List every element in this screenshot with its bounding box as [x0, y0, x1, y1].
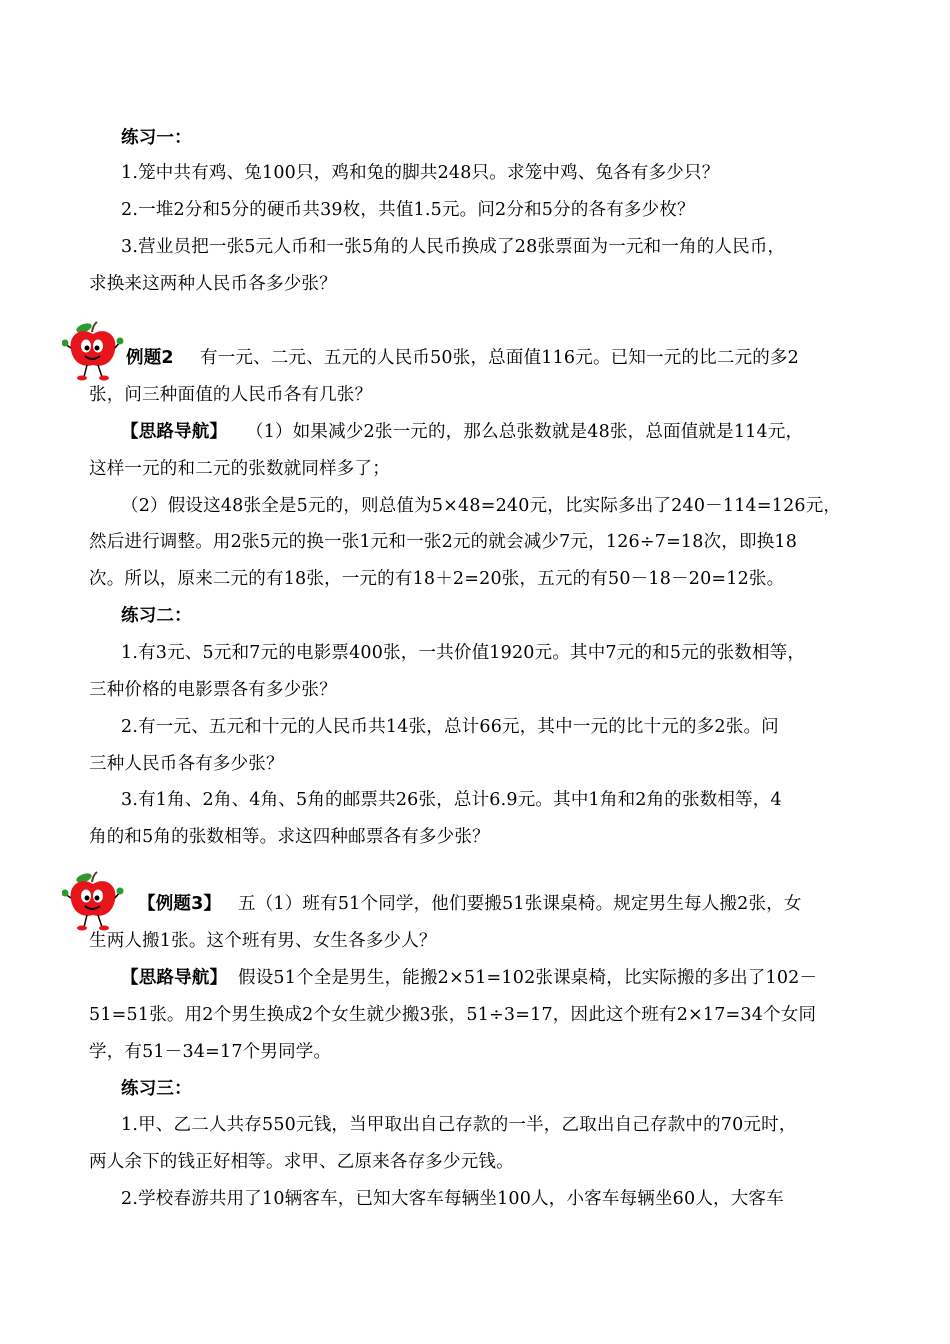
example-2-guide-line: （2）假设这48张全是5元的，则总值为5×48=240元，比实际多出了240－114=126元， — [121, 496, 842, 516]
example-3-guide-line: 假设51个全是男生，能搬2×51=102张课桌椅，比实际搬的多出了102－ — [238, 968, 818, 988]
exercise-3-heading: 练习三： — [121, 1079, 192, 1099]
example-2-text-cont: 张，问三种面值的人民币各有几张？ — [89, 385, 373, 405]
exercise-1-q3: 3.营业员把一张5元人币和一张5角的人民币换成了28张票面为一元和一角的人民币， — [121, 237, 786, 257]
apple-mascot-icon — [62, 320, 124, 382]
example-2-text: 有一元、二元、五元的人民币50张，总面值116元。已知一元的比二元的多2 — [200, 348, 800, 368]
apple-mascot-icon — [62, 870, 124, 932]
example-3-guide-label: 【思路导航】 — [121, 968, 228, 988]
exercise-3-q1-cont: 两人余下的钱正好相等。求甲、乙原来各存多少元钱。 — [89, 1152, 514, 1172]
example-3-text: 五（1）班有51个同学，他们要搬51张课桌椅。规定男生每人搬2张，女 — [238, 894, 802, 914]
example-2-guide-line: （1）如果减少2张一元的，那么总张数就是48张，总面值就是114元， — [246, 422, 804, 442]
example-2-label: 例题2 — [126, 348, 174, 368]
exercise-2-q1: 1.有3元、5元和7元的电影票400张，一共价值1920元。其中7元的和5元的张数相等， — [121, 643, 806, 663]
example-3-guide-line: 学，有51－34=17个男同学。 — [89, 1042, 332, 1062]
exercise-2-q2-cont: 三种人民币各有多少张？ — [89, 754, 284, 774]
exercise-2-q1-cont: 三种价格的电影票各有多少张？ — [89, 680, 337, 700]
exercise-1-q2: 2.一堆2分和5分的硬币共39枚，共值1.5元。问2分和5分的各有多少枚？ — [121, 200, 695, 220]
exercise-2-q3-cont: 角的和5角的张数相等。求这四种邮票各有多少张？ — [89, 827, 490, 847]
example-2-guide-line: 这样一元的和二元的张数就同样多了； — [89, 459, 390, 479]
exercise-2-q2: 2.有一元、五元和十元的人民币共14张，总计66元，其中一元的比十元的多2张。问 — [121, 717, 779, 737]
example-2-guide-line: 次。所以，原来二元的有18张，一元的有18＋2=20张，五元的有50－18－20=12张。 — [89, 569, 785, 589]
exercise-1-heading: 练习一： — [121, 128, 192, 148]
exercise-2-heading: 练习二： — [121, 606, 192, 626]
exercise-2-q3: 3.有1角、2角、4角、5角的邮票共26张，总计6.9元。其中1角和2角的张数相等，4 — [121, 790, 782, 810]
exercise-3-q2: 2.学校春游共用了10辆客车，已知大客车每辆坐100人，小客车每辆坐60人，大客车 — [121, 1189, 784, 1209]
example-3-label: 【例题3】 — [138, 894, 222, 914]
example-3-text-cont: 生两人搬1张。这个班有男、女生各多少人？ — [89, 931, 437, 951]
exercise-1-q1: 1.笼中共有鸡、兔100只，鸡和兔的脚共248只。求笼中鸡、兔各有多少只？ — [121, 163, 720, 183]
example-2-guide-line: 然后进行调整。用2张5元的换一张1元和一张2元的就会减少7元，126÷7=18次，即换18 — [89, 532, 798, 552]
exercise-3-q1: 1.甲、乙二人共存550元钱，当甲取出自己存款的一半，乙取出自己存款中的70元时， — [121, 1115, 797, 1135]
exercise-1-q3-cont: 求换来这两种人民币各多少张？ — [89, 274, 337, 294]
example-3-guide-line: 51=51张。用2个男生换成2个女生就少搬3张，51÷3=17，因此这个班有2×17=34个女同 — [89, 1005, 817, 1025]
example-2-guide-label: 【思路导航】 — [121, 422, 228, 442]
